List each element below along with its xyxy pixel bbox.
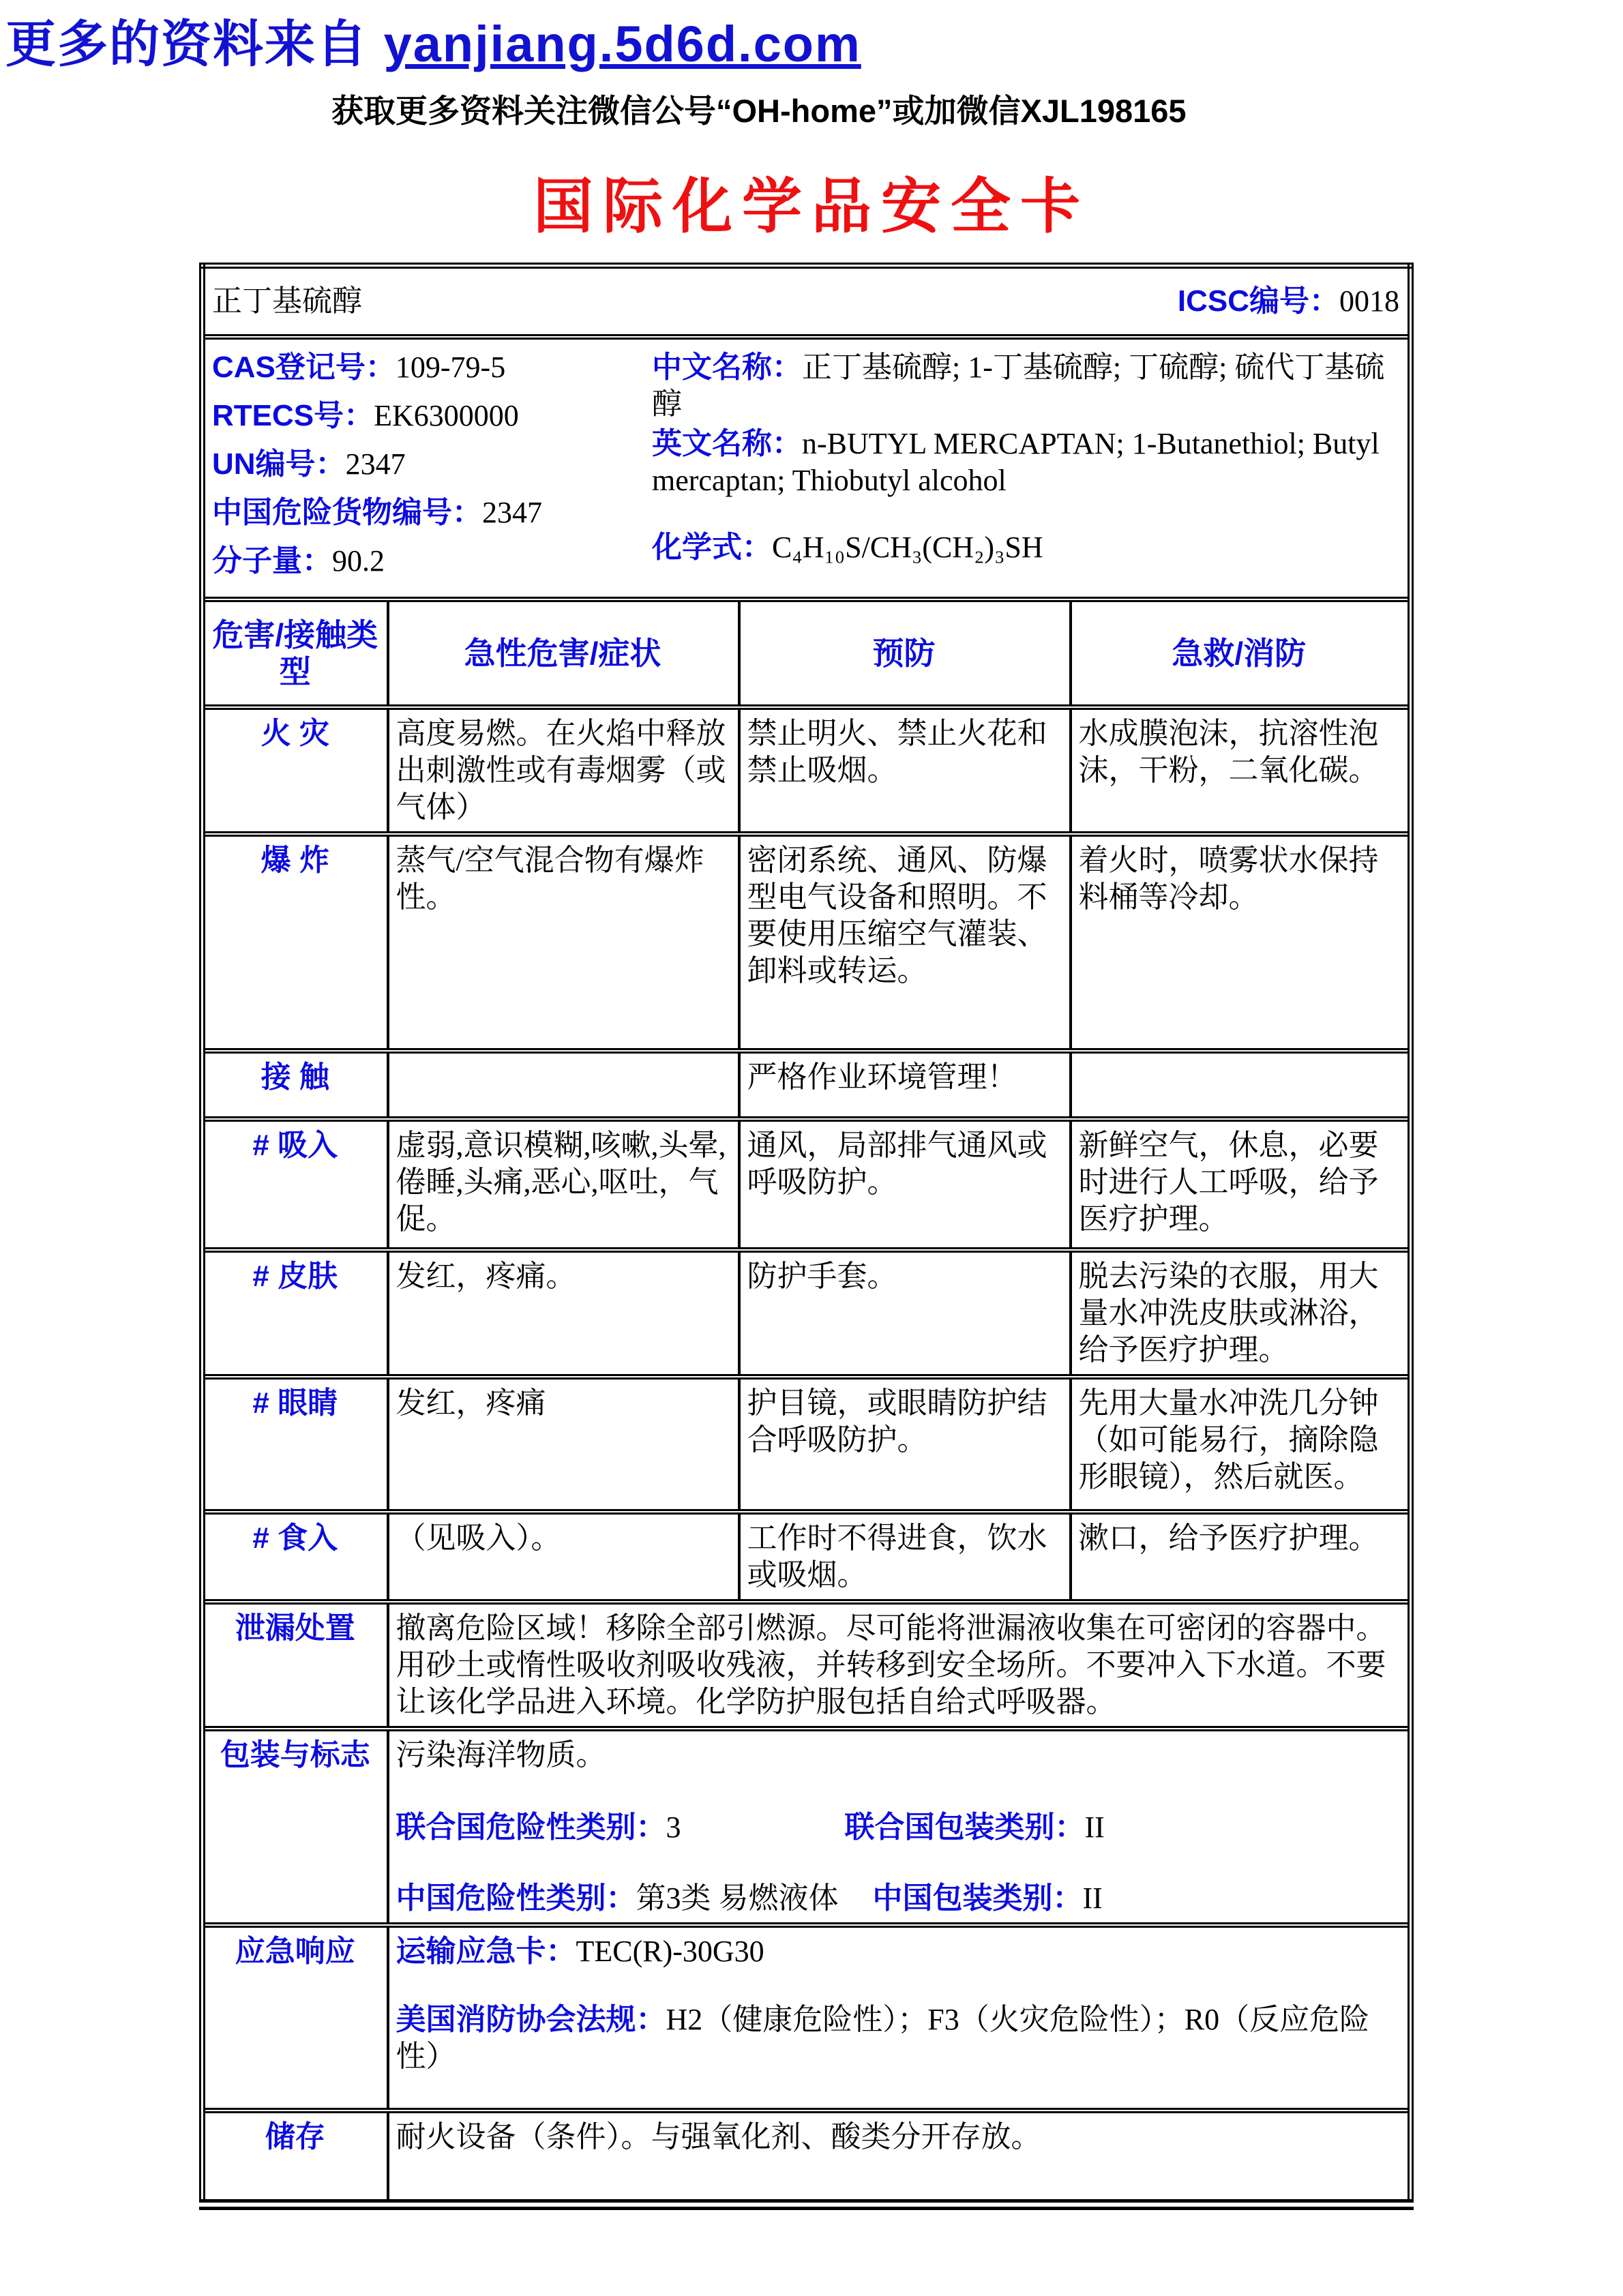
section-label-emergency: 应急响应 bbox=[203, 1925, 388, 2111]
registry-item-rtecs bbox=[212, 398, 652, 434]
inhalation-response: 新鲜空气，休息，必要时进行人工呼吸，给予医疗护理。 bbox=[1071, 1119, 1411, 1250]
contact-symptoms bbox=[388, 1051, 739, 1119]
identity-cell bbox=[203, 337, 1411, 599]
skin-prevention: 防护手套。 bbox=[739, 1250, 1071, 1377]
registry-item-molweight bbox=[212, 543, 652, 580]
col-header-hazard-type: 危害/接触类型 bbox=[203, 599, 388, 707]
card-title-row bbox=[203, 266, 1411, 337]
en-name bbox=[652, 426, 1399, 499]
page-title: 国际化学品安全卡 bbox=[533, 170, 1090, 241]
registry-item-un bbox=[212, 446, 652, 483]
hazard-header-row bbox=[203, 599, 1411, 707]
hazard-row-ingestion bbox=[203, 1512, 1411, 1602]
hazard-type-skin: # 皮肤 bbox=[203, 1250, 388, 1377]
registry-list bbox=[212, 345, 652, 591]
icsc-number bbox=[1178, 283, 1399, 320]
fire-prevention: 禁止明火、禁止火花和禁止吸烟。 bbox=[739, 707, 1071, 834]
eyes-symptoms: 发红，疼痛 bbox=[388, 1377, 739, 1512]
rtecs-value: EK6300000 bbox=[374, 398, 519, 432]
tec-line bbox=[396, 1933, 1400, 1970]
section-label-packaging: 包装与标志 bbox=[203, 1729, 388, 1925]
un-hazard-class-label: 联合国危险性类别： bbox=[396, 1810, 666, 1844]
section-row-storage bbox=[203, 2111, 1411, 2205]
ingestion-prevention: 工作时不得进食，饮水或吸烟。 bbox=[739, 1512, 1071, 1602]
hazard-row-explosion bbox=[203, 834, 1411, 1051]
en-name-label: 英文名称： bbox=[652, 426, 802, 460]
cn-dangerous-value: 2347 bbox=[482, 495, 542, 529]
cn-pack-group-value: II bbox=[1082, 1881, 1103, 1915]
storage-text: 耐火设备（条件）。与强氧化剂、酸类分开存放。 bbox=[388, 2111, 1411, 2205]
hazard-type-contact: 接 触 bbox=[203, 1051, 388, 1119]
eyes-prevention: 护目镜，或眼睛防护结合呼吸防护。 bbox=[739, 1377, 1071, 1512]
tec-label: 运输应急卡： bbox=[396, 1934, 576, 1968]
section-row-emergency bbox=[203, 1925, 1411, 2111]
inhalation-prevention: 通风，局部排气通风或呼吸防护。 bbox=[739, 1119, 1071, 1250]
hazard-row-fire bbox=[203, 707, 1411, 834]
emergency-content bbox=[388, 1925, 1411, 2111]
card-title-cell bbox=[203, 266, 1411, 337]
names-block bbox=[652, 345, 1399, 591]
nfpa-value: H2（健康危险性）；F3（火灾危险性）；R0（反应危险性） bbox=[396, 2002, 1370, 2073]
hazard-type-inhalation: # 吸入 bbox=[203, 1119, 388, 1250]
packaging-content bbox=[388, 1729, 1411, 1925]
cn-hazard-class-value: 第3类 易燃液体 bbox=[636, 1881, 839, 1915]
explosion-response: 着火时，喷雾状水保持料桶等冷却。 bbox=[1071, 834, 1411, 1051]
hazard-row-skin bbox=[203, 1250, 1411, 1377]
section-row-spill bbox=[203, 1602, 1411, 1729]
section-row-packaging bbox=[203, 1729, 1411, 1925]
cn-name bbox=[652, 349, 1399, 423]
explosion-prevention: 密闭系统、通风、防爆型电气设备和照明。不要使用压缩空气灌装、卸料或转运。 bbox=[739, 834, 1071, 1051]
identity-row bbox=[203, 337, 1411, 599]
wechat-note: 获取更多资料关注微信公号“OH-home”或加微信XJL198165 bbox=[331, 93, 1187, 129]
nfpa-label: 美国消防协会法规： bbox=[396, 2002, 666, 2036]
explosion-symptoms: 蒸气/空气混合物有爆炸性。 bbox=[388, 834, 739, 1051]
marine-pollutant-note: 污染海洋物质。 bbox=[396, 1738, 606, 1772]
nfpa-line bbox=[396, 2001, 1400, 2075]
cn-hazard-class-label: 中国危险性类别： bbox=[396, 1881, 636, 1915]
fire-response: 水成膜泡沫，抗溶性泡沫，干粉，二氧化碳。 bbox=[1071, 707, 1411, 834]
icsc-table bbox=[199, 263, 1414, 2210]
contact-prevention: 严格作业环境管理！ bbox=[739, 1051, 1071, 1119]
site-banner-text: 更多的资料来自 bbox=[5, 16, 368, 72]
cn-dangerous-label: 中国危险货物编号： bbox=[212, 495, 482, 529]
skin-response: 脱去污染的衣服，用大量水冲洗皮肤或淋浴，给予医疗护理。 bbox=[1071, 1250, 1411, 1377]
rtecs-label: RTECS号： bbox=[212, 398, 374, 432]
molweight-label: 分子量： bbox=[212, 543, 332, 578]
cn-name-label: 中文名称： bbox=[652, 350, 802, 384]
icsc-number-label: ICSC编号： bbox=[1177, 284, 1339, 318]
fire-symptoms: 高度易燃。在火焰中释放出刺激性或有毒烟雾（或气体） bbox=[388, 707, 739, 834]
hazard-type-eyes: # 眼睛 bbox=[203, 1377, 388, 1512]
hazard-row-contact bbox=[203, 1051, 1411, 1119]
col-header-symptoms: 急性危害/症状 bbox=[388, 599, 739, 707]
un-classification-line bbox=[396, 1809, 1400, 1846]
cn-pack-group-label: 中国包装类别： bbox=[872, 1881, 1083, 1915]
hazard-row-inhalation bbox=[203, 1119, 1411, 1250]
molweight-value: 90.2 bbox=[332, 543, 385, 578]
ingestion-symptoms: （见吸入）。 bbox=[388, 1512, 739, 1602]
contact-response bbox=[1071, 1051, 1411, 1119]
cas-value: 109-79-5 bbox=[395, 350, 506, 384]
site-link[interactable]: yanjiang.5d6d.com bbox=[383, 16, 861, 72]
un-hazard-class-value: 3 bbox=[666, 1810, 681, 1844]
col-header-prevention: 预防 bbox=[739, 599, 1071, 707]
skin-symptoms: 发红，疼痛。 bbox=[388, 1250, 739, 1377]
cn-classification-line bbox=[396, 1880, 1400, 1917]
formula-value: C₄H₁₀S/CH₃(CH₂)₃SH bbox=[772, 530, 1043, 564]
site-banner bbox=[0, 0, 1623, 76]
formula-label: 化学式： bbox=[652, 530, 772, 564]
chemical-name: 正丁基硫醇 bbox=[212, 284, 362, 318]
formula bbox=[652, 529, 1399, 566]
section-label-spill: 泄漏处置 bbox=[203, 1602, 388, 1729]
un-pack-group-value: II bbox=[1084, 1810, 1105, 1844]
section-label-storage: 储存 bbox=[203, 2111, 388, 2205]
registry-item-cn-dangerous bbox=[212, 494, 652, 531]
hazard-type-ingestion: # 食入 bbox=[203, 1512, 388, 1602]
eyes-response: 先用大量水冲洗几分钟（如可能易行，摘除隐形眼镜），然后就医。 bbox=[1071, 1377, 1411, 1512]
un-label: UN编号： bbox=[212, 447, 346, 481]
col-header-response: 急救/消防 bbox=[1071, 599, 1411, 707]
cn-name-value: 正丁基硫醇; 1-丁基硫醇; 丁硫醇; 硫代丁基硫醇 bbox=[652, 350, 1385, 421]
un-pack-group-label: 联合国包装类别： bbox=[844, 1810, 1085, 1844]
ingestion-response: 漱口，给予医疗护理。 bbox=[1071, 1512, 1411, 1602]
hazard-type-explosion: 爆 炸 bbox=[203, 834, 388, 1051]
inhalation-symptoms: 虚弱,意识模糊,咳嗽,头晕,倦睡,头痛,恶心,呕吐，气促。 bbox=[388, 1119, 739, 1250]
en-name-value: n-BUTYL MERCAPTAN; 1-Butanethiol; Butyl mercaptan; Thiobutyl alcohol bbox=[652, 426, 1380, 497]
icsc-number-value: 0018 bbox=[1339, 284, 1399, 318]
hazard-row-eyes bbox=[203, 1377, 1411, 1512]
cas-label: CAS登记号： bbox=[212, 350, 396, 384]
hazard-type-fire: 火 灾 bbox=[203, 707, 388, 834]
spill-text: 撤离危险区域！移除全部引燃源。尽可能将泄漏液收集在可密闭的容器中。用砂土或惰性吸收剂吸收残液，并转移到安全场所。不要冲入下水道。不要让该化学品进入环境。化学防护服包括自给式呼吸器。 bbox=[388, 1602, 1411, 1729]
registry-item-cas bbox=[212, 349, 652, 386]
un-value: 2347 bbox=[345, 447, 406, 481]
tec-value: TEC(R)-30G30 bbox=[576, 1934, 764, 1968]
